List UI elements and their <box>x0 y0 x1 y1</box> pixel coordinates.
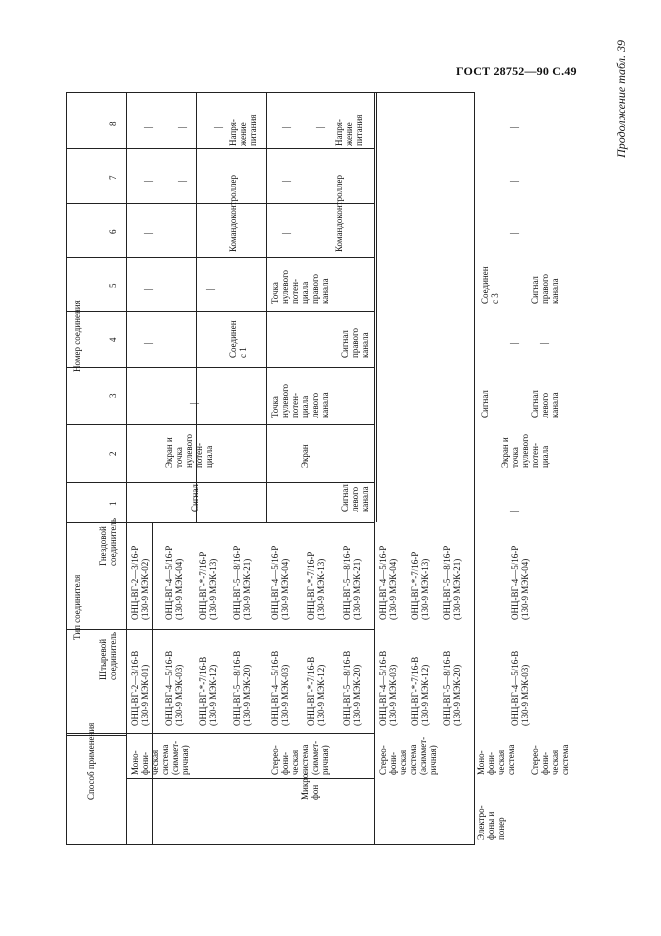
socket-11: ОНЦ-ВГ-4—5/16-Р (130-9 МЭК-04) <box>510 545 530 620</box>
dash-16: — <box>510 338 519 348</box>
socket-9: ОНЦ-ВГ-*-7/16-Р (130-9 МЭК-13) <box>410 551 430 620</box>
cell-signal-electro: Сигнал <box>480 390 490 418</box>
dash-12: — <box>282 176 291 186</box>
dash-19: — <box>510 176 519 186</box>
dash-18: — <box>510 228 519 238</box>
cell-controller-1: Командоконтроллер <box>228 174 238 252</box>
cell-signal-right-electro: Сигнал правого канала <box>530 274 560 304</box>
cell-controller-2: Командоконтроллер <box>334 174 344 252</box>
cell-zero-left-1: Точка нулевого потен- циала левого канала <box>270 383 330 418</box>
dash-6: — <box>178 176 187 186</box>
cell-screen-zero-mono: Экран и точка нулевого потен- циала <box>164 433 214 468</box>
pin-5: ОНЦ-ВГ-4—5/16-В (130-9 МЭК-03) <box>270 650 290 726</box>
socket-4: ОНЦ-ВГ-5—8/16-Р (130-9 МЭК-21) <box>232 545 252 620</box>
pin-10: ОНЦ-ВГ-5—8/16-В (130-9 МЭК-20) <box>442 650 462 726</box>
socket-5: ОНЦ-ВГ-4—5/16-Р (130-9 МЭК-04) <box>270 545 290 620</box>
dash-14: — <box>316 122 325 132</box>
cell-signal-right-1: Сигнал правого канала <box>340 328 370 358</box>
dash-7: — <box>178 122 187 132</box>
number-3: 3 <box>108 393 118 398</box>
dash-13: — <box>282 122 291 132</box>
number-7: 7 <box>108 175 118 180</box>
dash-10: — <box>206 284 215 294</box>
col-connection-number-header: Номер соединения <box>72 300 82 372</box>
pin-4: ОНЦ-ВГ-5—8/16-В (130-9 МЭК-20) <box>232 650 252 726</box>
dash-4: — <box>144 176 153 186</box>
socket-8: ОНЦ-ВГ-4—5/16-Р (130-9 МЭК-04) <box>378 545 398 620</box>
pin-2: ОНЦ-ВГ-4—5/16-В (130-9 МЭК-03) <box>164 650 184 726</box>
col-connector-type-header: Тип соединителя <box>72 574 82 640</box>
pin-3: ОНЦ-ВГ-*-7/16-В (130-9 МЭК-12) <box>198 656 218 726</box>
socket-2: ОНЦ-ВГ-4—5/16-Р (130-9 МЭК-04) <box>164 545 184 620</box>
pin-11: ОНЦ-ВГ-4—5/16-В (130-9 МЭК-03) <box>510 650 530 726</box>
cell-zero-right-1: Точка нулевого потен- циала правого канала <box>270 269 330 304</box>
cell-screen-1: Экран <box>300 444 310 468</box>
dash-1: — <box>144 338 153 348</box>
sub-stereo-asym: Стерео- фони- ческая система (асиммет- ричная) <box>378 736 438 775</box>
pin-9: ОНЦ-ВГ-*-7/16-В (130-9 МЭК-12) <box>410 656 430 726</box>
dash-3: — <box>144 228 153 238</box>
socket-3: ОНЦ-ВГ-*-7/16-Р (130-9 МЭК-13) <box>198 551 218 620</box>
pin-7: ОНЦ-ВГ-5—8/16-В (130-9 МЭК-20) <box>342 650 362 726</box>
sub-mono: Моно- фони- ческая система (симмет- ричная) <box>130 740 190 775</box>
sub-stereo-sym: Стерео- фони- ческая система (симмет- ричная) <box>270 740 330 775</box>
socket-6: ОНЦ-ВГ-*-7/16-Р (130-9 МЭК-13) <box>306 551 326 620</box>
dash-15: — <box>510 506 519 516</box>
dash-5: — <box>144 122 153 132</box>
col-socket-header: Гнездовой соединитель <box>98 517 118 566</box>
number-8: 8 <box>108 121 118 126</box>
dash-11: — <box>282 228 291 238</box>
group-electro: Электро- фоны и понер <box>476 805 506 840</box>
socket-10: ОНЦ-ВГ-5—8/16-Р (130-9 МЭК-21) <box>442 545 462 620</box>
pin-1: ОНЦ-ВГ-2—3/16-В (130-9 МЭК-01) <box>130 650 150 726</box>
continuation-note: Продолжение табл. 39 <box>614 40 628 158</box>
dash-20: — <box>510 122 519 132</box>
sub-mono-electro: Моно- фони- ческая система <box>476 744 516 775</box>
number-4: 4 <box>108 337 118 342</box>
cell-connected-3: Соединен с 3 <box>480 266 500 304</box>
dash-9: — <box>190 398 199 408</box>
pin-8: ОНЦ-ВГ-4—5/16-В (130-9 МЭК-03) <box>378 650 398 726</box>
group-micro: Микро- фон <box>300 770 320 800</box>
number-6: 6 <box>108 229 118 234</box>
page-header: ГОСТ 28752—90 С.49 <box>456 64 577 78</box>
col-pin-header: Штыревой соединитель <box>98 631 118 680</box>
cell-connected-1: Соединен с 1 <box>228 320 248 358</box>
sub-stereo-electro: Стерео- фони- ческая система <box>530 744 570 775</box>
dash-8: — <box>214 122 223 132</box>
socket-1: ОНЦ-ВГ-2—3/16-Р (130-9 МЭК-02) <box>130 545 150 620</box>
dash-2: — <box>144 284 153 294</box>
cell-signal-left-electro: Сигнал левого канала <box>530 390 560 418</box>
cell-supply-1: Напря- жение питания <box>228 114 258 146</box>
number-2: 2 <box>108 451 118 456</box>
cell-screen-zero-electro: Экран и точка нулевого потен- циала <box>500 433 550 468</box>
number-1: 1 <box>108 501 118 506</box>
socket-7: ОНЦ-ВГ-5—8/16-Р (130-9 МЭК-21) <box>342 545 362 620</box>
col-application-header: Способ применения <box>86 722 96 800</box>
number-5: 5 <box>108 283 118 288</box>
cell-signal-left-1: Сигнал левого канала <box>340 484 370 512</box>
pin-6: ОНЦ-ВГ-*-7/16-В (130-9 МЭК-12) <box>306 656 326 726</box>
cell-supply-2: Напря- жение питания <box>334 114 364 146</box>
dash-17: — <box>540 338 549 348</box>
cell-signal-mono: Сигнал <box>190 484 200 512</box>
